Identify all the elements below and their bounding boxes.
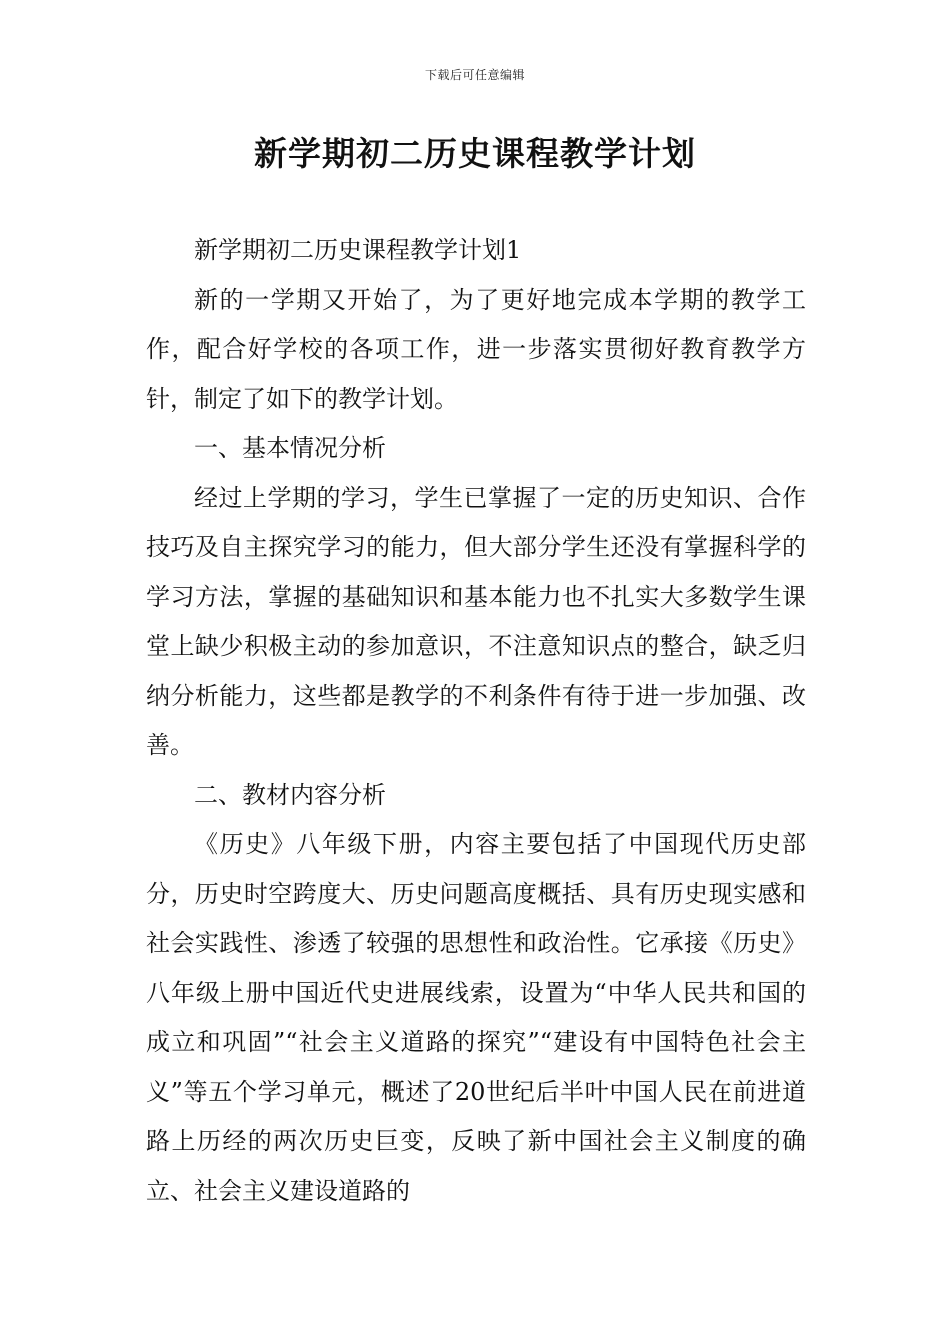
- download-note: 下载后可任意编辑: [424, 68, 525, 82]
- paragraph-textbook-analysis: 《历史》八年级下册，内容主要包括了中国现代历史部分，历史时空跨度大、历史问题高度概括、具有历史现实感和社会实践性、渗透了较强的思想性和政治性。它承接《历史》八年级上册中国近代史进展线索，设置为“中华人民共和国的成立和巩固”“社会主义道路的探究”“建设有中国特色社会主义”等五个学习单元，概述了20世纪后半叶中国人民在前进道路上历经的两次历史巨变，反映了新中国社会主义制度的确立、社会主义建设道路的: [146, 830, 806, 1205]
- section-heading-basic-situation: 一、基本情况分析: [194, 434, 386, 462]
- document-body: [146, 226, 806, 1216]
- paragraph-intro: 新的一学期又开始了，为了更好地完成本学期的教学工作，配合好学校的各项工作，进一步落实贯彻好教育教学方针，制定了如下的教学计划。: [146, 285, 806, 413]
- paragraph-basic-situation: 经过上学期的学习，学生已掌握了一定的历史知识、合作技巧及自主探究学习的能力，但大部分学生还没有掌握科学的学习方法，掌握的基础知识和基本能力也不扎实大多数学生课堂上缺少积极主动的参加意识，不注意知识点的整合，缺乏归纳分析能力，这些都是教学的不利条件有待于进一步加强、改善。: [146, 483, 806, 759]
- document-title: 新学期初二历史课程教学计划: [254, 134, 696, 173]
- paragraph-subtitle: 新学期初二历史课程教学计划1: [194, 236, 522, 264]
- section-heading-textbook-analysis: 二、教材内容分析: [194, 780, 386, 809]
